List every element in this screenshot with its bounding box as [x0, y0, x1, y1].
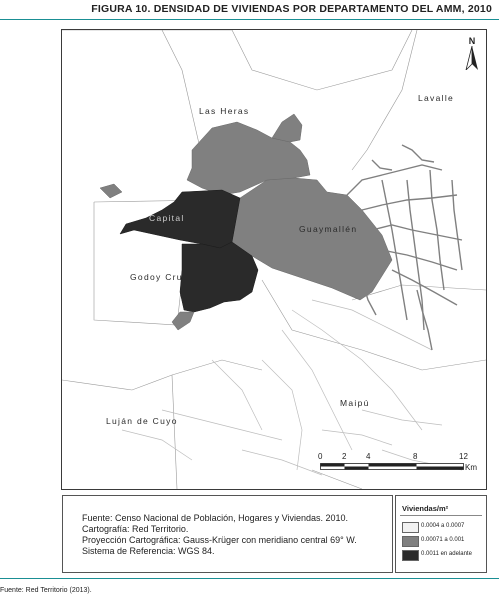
region-guaymallen — [232, 178, 392, 300]
info-proyeccion: Proyección Cartográfica: Gauss-Krüger con meridiano central 69° W. — [82, 535, 357, 545]
info-cartografia: Cartografía: Red Territorio. — [82, 524, 189, 534]
scale-tick-2: 2 — [342, 452, 347, 461]
scale-bar-graphic — [320, 463, 465, 471]
legend-divider — [400, 515, 482, 516]
scale-tick-8: 8 — [413, 452, 418, 461]
region-godoy-cruz — [180, 242, 258, 312]
region-capital-west — [100, 184, 122, 198]
label-guaymallen: Guaymallén — [299, 224, 358, 234]
road-network — [122, 300, 462, 475]
label-lavalle: Lavalle — [418, 93, 455, 103]
legend-label-low: 0.0004 a 0.0007 — [421, 523, 465, 529]
scale-tick-0: 0 — [318, 452, 323, 461]
scale-tick-4: 4 — [366, 452, 371, 461]
footer-rule — [0, 578, 499, 579]
legend-swatch-low — [402, 522, 419, 533]
info-fuente: Fuente: Censo Nacional de Población, Hogares y Viviendas. 2010. — [82, 513, 349, 523]
region-godoy-south — [172, 312, 194, 330]
north-arrow-icon — [464, 46, 480, 70]
source-note: Fuente: Red Territorio (2013). — [0, 587, 92, 594]
scale-unit: Km — [465, 463, 477, 472]
label-capital: Capital — [149, 213, 185, 223]
north-letter: N — [468, 36, 476, 46]
legend-title: Viviendas/m² — [402, 504, 449, 513]
legend-swatch-high — [402, 550, 419, 561]
title-rule — [0, 19, 499, 20]
legend-label-medium: 0.00071 a 0.001 — [421, 537, 465, 543]
label-maipu: Maipú — [340, 398, 370, 408]
label-godoy-cruz: Godoy Cruz — [130, 272, 189, 282]
region-las-heras-north — [272, 114, 302, 142]
figure-title: FIGURA 10. DENSIDAD DE VIVIENDAS POR DEPARTAMENTO DEL AMM, 2010 — [91, 3, 492, 15]
info-sistema: Sistema de Referencia: WGS 84. — [82, 546, 215, 556]
legend-label-high: 0.0011 en adelante — [421, 551, 472, 557]
info-box — [62, 495, 393, 573]
label-lujan-de-cuyo: Luján de Cuyo — [106, 416, 178, 426]
label-las-heras: Las Heras — [199, 106, 250, 116]
legend — [395, 495, 487, 573]
north-arrow — [464, 36, 480, 75]
map-panel — [61, 29, 487, 490]
scale-tick-12: 12 — [459, 452, 468, 461]
legend-swatch-medium — [402, 536, 419, 547]
